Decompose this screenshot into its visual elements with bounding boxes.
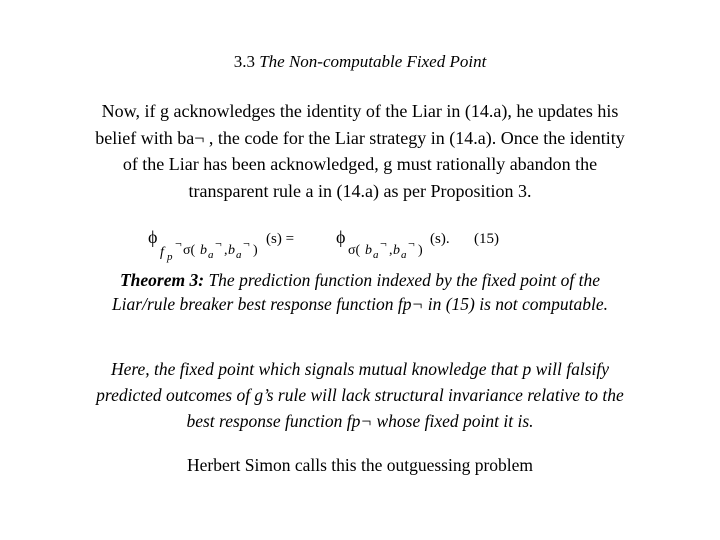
- section-number: 3.3: [233, 52, 255, 71]
- theorem-line: Liar/rule breaker best response function fp¬ in (15) is not computable.: [111, 294, 609, 314]
- theorem-line: [30, 268, 690, 292]
- sigma-open: σ(: [348, 243, 361, 258]
- right-argument: (s).: [430, 231, 450, 247]
- theorem-text: The prediction function indexed by the fixed point of the: [204, 270, 600, 290]
- theorem-3: [30, 268, 690, 316]
- phi-symbol-left: ϕ: [148, 227, 158, 247]
- section-title-text: The Non-computable Fixed Point: [259, 52, 487, 71]
- section-title: [0, 52, 720, 72]
- theorem-label: Theorem 3:: [119, 270, 205, 290]
- paragraph-fixed-point: [20, 356, 700, 434]
- paragraph-line: of the Liar has been acknowledged, g must rationally abandon the: [122, 154, 598, 174]
- neg-symbol: ¬: [243, 236, 250, 250]
- paragraph-line: predicted outcomes of g’s rule will lack structural invariance relative to the: [96, 385, 624, 405]
- paragraph-liar-identity: [40, 98, 680, 204]
- phi-symbol-right: ϕ: [336, 227, 346, 247]
- b-symbol: b: [200, 243, 207, 258]
- fp-subscript-f: f: [160, 245, 164, 260]
- comma: ,: [224, 243, 228, 258]
- paragraph-line: Here, the fixed point which signals mutual knowledge that p will falsify: [110, 359, 610, 379]
- closing-statement: Herbert Simon calls this the outguessing problem: [186, 455, 534, 475]
- close-paren: ): [418, 243, 423, 258]
- b-symbol: b: [228, 243, 235, 258]
- b-symbol: b: [365, 243, 372, 258]
- paragraph-line: belief with ba¬ , the code for the Liar strategy in (14.a). Once the identity: [95, 127, 625, 148]
- neg-symbol: ¬: [380, 236, 387, 250]
- a-sub: a: [373, 249, 379, 261]
- paragraph-line: transparent rule a in (14.a) as per Proposition 3.: [188, 180, 532, 201]
- b-symbol: b: [393, 243, 400, 258]
- neg-symbol: ¬: [408, 236, 415, 250]
- fp-subscript-p: p: [167, 251, 173, 263]
- neg-symbol: ¬: [175, 236, 182, 250]
- close-paren: ): [253, 243, 258, 258]
- paragraph-line: best response function fp¬ whose fixed point it is.: [186, 411, 534, 431]
- left-argument: (s) =: [266, 231, 295, 247]
- paragraph-line: Now, if g acknowledges the identity of the Liar in (14.a), he updates his: [101, 101, 619, 121]
- equation-number: (15): [474, 231, 499, 247]
- a-sub: a: [208, 249, 214, 261]
- a-sub: a: [236, 249, 242, 261]
- equation-15: [148, 226, 548, 266]
- a-sub: a: [401, 249, 407, 261]
- sigma-open: σ(: [183, 243, 196, 258]
- neg-symbol: ¬: [215, 236, 222, 250]
- equation-svg: [148, 226, 548, 266]
- comma: ,: [389, 243, 393, 258]
